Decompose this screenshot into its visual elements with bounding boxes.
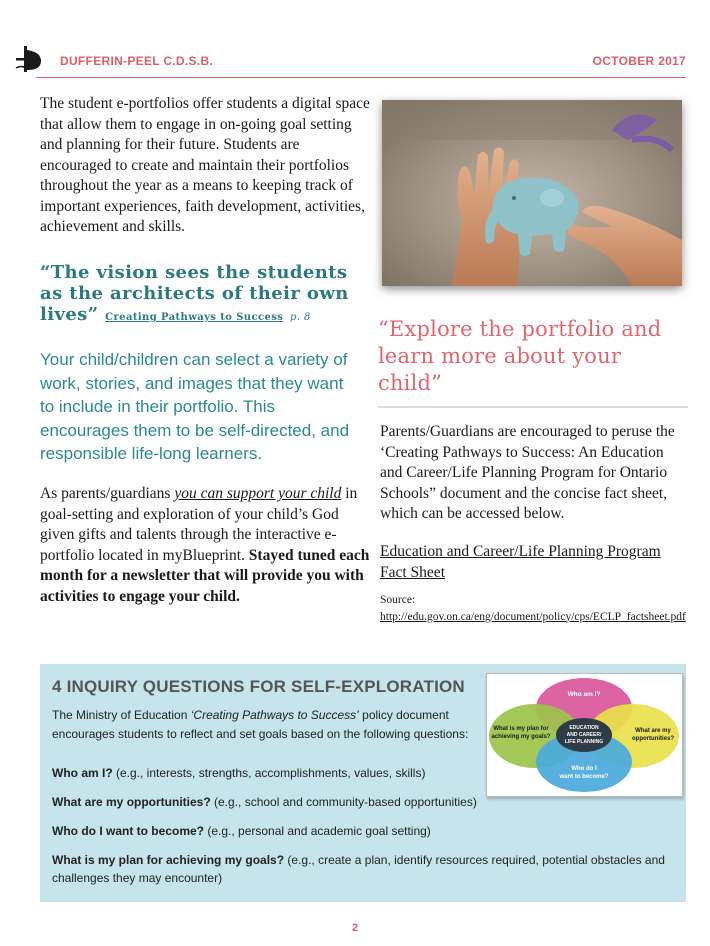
guardians-paragraph: Parents/Guardians are encouraged to peruse the ‘Creating Pathways to Success: An Education and Career/Life Planning Program for Ontario Schools” document and the concise fact sheet, which can be accessed below. [380, 423, 675, 522]
header-organization: DUFFERIN-PEEL C.D.S.B. [60, 54, 214, 68]
header-date: OCTOBER 2017 [592, 54, 686, 68]
venn-label-left-1: What is my plan for [493, 726, 549, 732]
venn-center-3: LIFE PLANNING [564, 739, 604, 745]
inquiry-intro: The Ministry of Education ‘Creating Pathways to Success’ policy document encourages students to reflect and set goals based on the following questions: [52, 708, 469, 741]
fact-sheet-url[interactable]: http://edu.gov.on.ca/eng/document/policy/cps/ECLP_factsheet.pdf [380, 610, 686, 623]
vision-quote-page: p. 8 [289, 312, 311, 323]
support-child-emphasis: you can support your child [174, 485, 342, 502]
venn-label-bottom-1: Who do I [571, 766, 597, 772]
vision-quote [40, 262, 370, 325]
inquiry-title: 4 INQUIRY QUESTIONS FOR SELF-EXPLORATION [52, 677, 465, 696]
newsletter-note: Stayed tuned each month for a newsletter that will provide you with activities to engage your child. [40, 546, 370, 605]
clay-hands-image [382, 100, 682, 286]
venn-label-left-2: achieving my goals? [491, 734, 551, 740]
parents-paragraph: As parents/guardians you can support your child in goal-setting and exploration of your child’s God given gifts and talents through the interactive e-portfolio located in myBlueprint. Stayed tuned each month for a newsletter that will provide you with activities to engage your child. [40, 485, 370, 605]
venn-label-top: Who am I? [567, 691, 601, 698]
venn-label-right-1: What are my [635, 728, 671, 734]
venn-center-2: AND CAREER/ [566, 732, 602, 738]
inquiry-question: What is my plan for achieving my goals? (e.g., create a plan, identify resources required, potential obstacles and challenges they may encounter) [52, 853, 665, 885]
vision-quote-citation[interactable]: Creating Pathways to Success [105, 312, 284, 323]
venn-label-right-2: opportunities? [632, 736, 674, 742]
fact-sheet-source: Source: http://edu.gov.on.ca/eng/document/policy/cps/ECLP_factsheet.pdf [380, 594, 686, 623]
explore-quote: “Explore the portfolio and learn more about your child” [378, 317, 662, 395]
page-number: 2 [351, 922, 359, 934]
vision-quote-text: “The vision sees the students as the architects of their own lives” [40, 262, 349, 325]
child-paragraph: Your child/children can select a variety of work, stories, and images that they want to include in their portfolio. This encourages them to be self-directed, and responsible life-long learners. [40, 350, 350, 463]
inquiry-question: What are my opportunities? (e.g., school and community-based opportunities) [52, 795, 477, 809]
header-divider [36, 77, 686, 78]
fact-sheet-link[interactable]: Education and Career/Life Planning Program Fact Sheet [380, 543, 661, 581]
explore-divider [378, 406, 688, 408]
inquiry-question: Who am I? (e.g., interests, strengths, accomplishments, values, skills) [52, 766, 426, 780]
school-board-logo-icon [14, 44, 44, 74]
inquiry-question: Who do I want to become? (e.g., personal and academic goal setting) [52, 824, 431, 838]
intro-paragraph: The student e-portfolios offer students a digital space that allow them to engage in on-going goal setting and planning for their future. Students are encouraged to create and maintain their portfolios throughout the year as a means to keeping track of important experiences, faith development, activities, achievement and skills. [40, 95, 370, 235]
inquiry-venn-diagram [486, 673, 683, 797]
venn-label-bottom-2: want to become? [559, 774, 609, 780]
student-clay-photo [382, 100, 682, 286]
venn-graphic [487, 674, 682, 796]
venn-center-1: EDUCATION [569, 725, 599, 731]
